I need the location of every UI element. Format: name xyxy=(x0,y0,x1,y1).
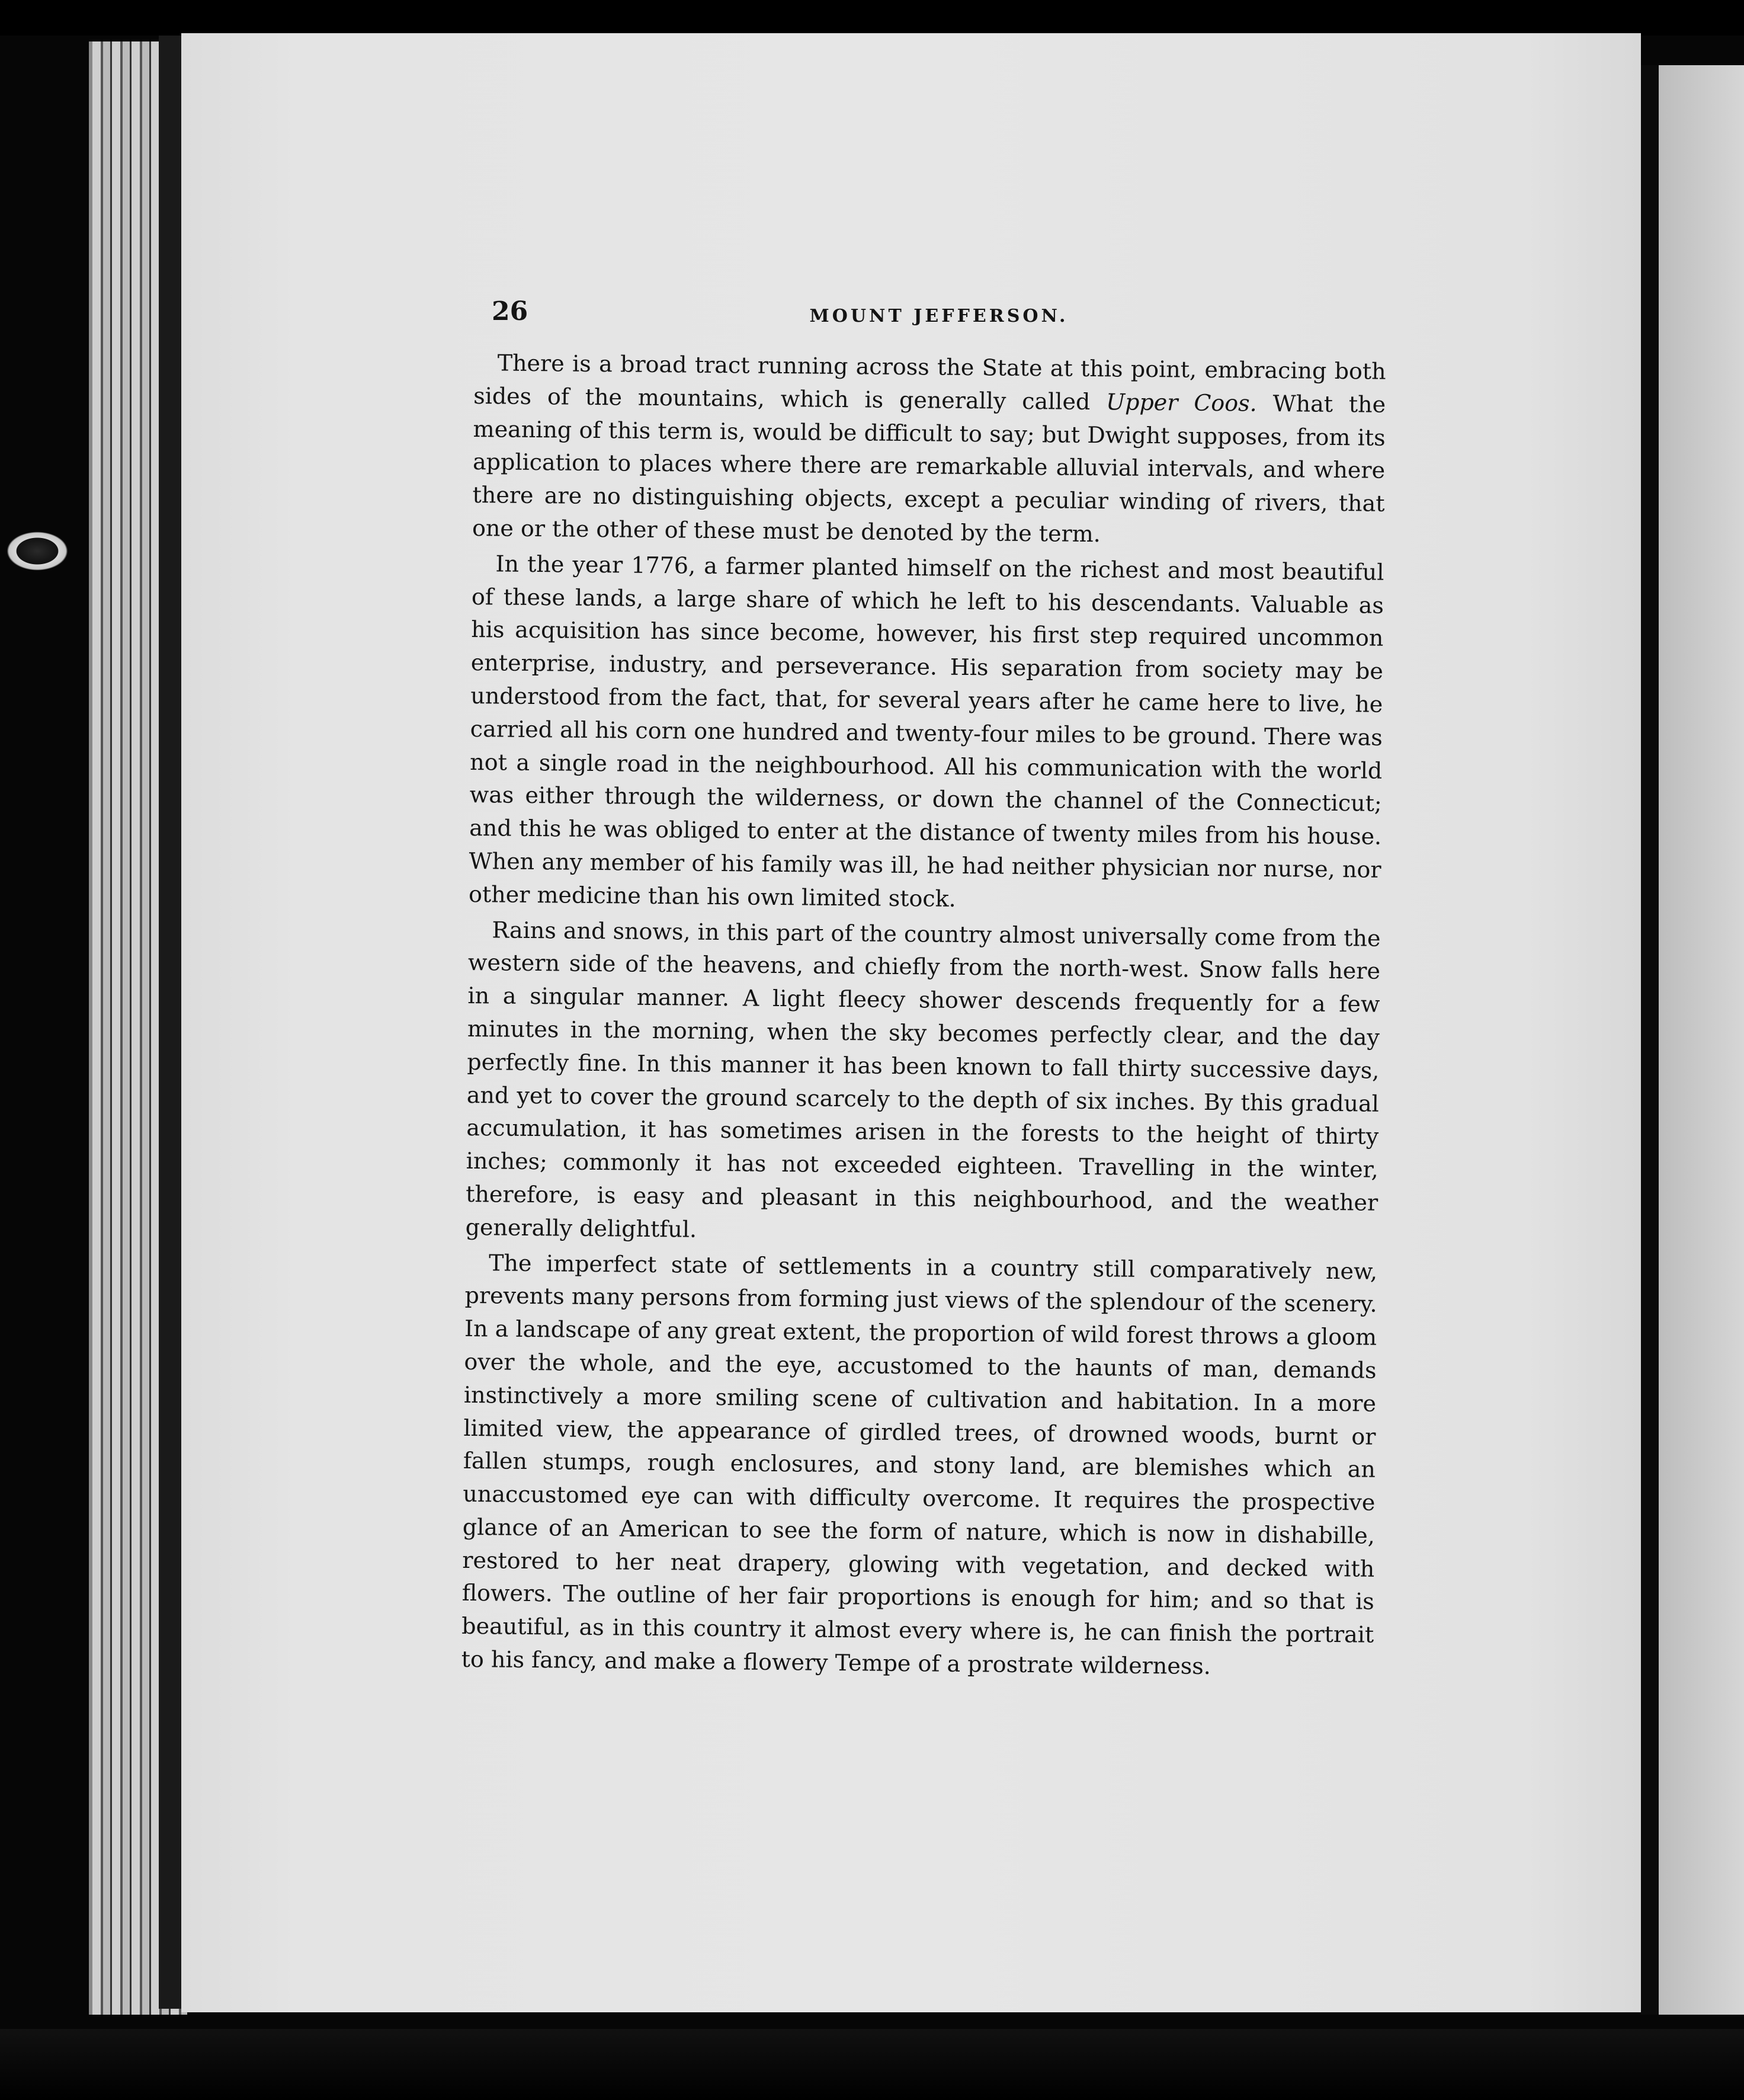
body-text xyxy=(461,347,1386,1688)
facing-page-edge xyxy=(1659,65,1744,2015)
margin-blot xyxy=(5,530,70,572)
page-number: 26 xyxy=(492,296,528,326)
scan-frame-bottom xyxy=(0,2029,1744,2100)
paragraph-1 xyxy=(472,347,1386,554)
paragraph-1-text: There is a broad tract running across the State at this point, embracing both sides of the mountains, which is generally called xyxy=(473,350,1386,415)
paragraph-3: Rains and snows, in this part of the country almost universally come from the western side of the heavens, and chiefly from the north-west. Snow falls here in a singular manner. A light fleecy shower descends frequently for a few minutes in the morning, when the sky becomes perfectly clear, and the day perfectly fine. In this manner it has been known to fall thirty successive days, and yet to cover the ground scarcely to the depth of six inches. By this gradual accumulation, it has sometimes arisen in the forests to the height of thirty inches; commonly it has not exceeded eighteen. Travelling in the winter, therefore, is easy and pleasant in this neighbourhood, and the weather generally delightful. xyxy=(465,916,1381,1243)
page-gutter xyxy=(1641,65,1659,2015)
book-spine-shadow xyxy=(159,36,181,2009)
place-name-upper-coos: Upper Coos. xyxy=(1105,389,1257,417)
running-head: MOUNT JEFFERSON. xyxy=(809,306,1069,326)
scan-frame-top xyxy=(0,0,1744,36)
page-header xyxy=(492,296,1386,338)
paragraph-4: The imperfect state of settlements in a country still comparatively new, prevents many persons from forming just views of the splendour of the scenery. In a landscape of any great extent, the proportion of wild forest throws a gloom over the whole, and the eye, accustomed to the haunts of man, demands instinctively a more smiling scene of cultivation and habitation. In a more limited view, the appearance of girdled trees, of drowned woods, burnt or fallen stumps, rough enclosures, and stony land, are blemishes which an unaccustomed eye can with difficulty overcome. It requires the prospective glance of an American to see the form of nature, which is now in dishabille, restored to her neat drapery, glowing with vegetation, and decked with flowers. The outline of her fair proportions is enough for him; and so that is beautiful, as in this country it almost every where is, he can finish the portrait to his fancy, and make a flowery Tempe of a prostrate wilderness. xyxy=(461,1249,1378,1680)
paragraph-1-text-cont: What the meaning of this term is, would be difficult to say; but Dwight supposes, from its application to places where there are remarkable alluvial intervals, and where there are no distinguishing objects, except a peculiar winding of rivers, that one or the other of these must be denoted by the term. xyxy=(472,390,1386,548)
paragraph-2: In the year 1776, a farmer planted himself on the richest and most beautiful of these lands, a large share of which he left to his descendants. Valuable as his acquisition has since become, however, his first step required uncommon enterprise, industry, and perseverance. His separation from society may be understood from the fact, that, for several years after he came here to live, he carried all his corn one hundred and twenty-four miles to be ground. There was not a single road in the neighbourhood. All his communication with the world was either through the wilderness, or down the channel of the Connecticut; and this he was obliged to enter at the distance of twenty miles from his house. When any member of his family was ill, he had neither physician nor nurse, nor other medicine than his own limited stock. xyxy=(468,550,1384,912)
